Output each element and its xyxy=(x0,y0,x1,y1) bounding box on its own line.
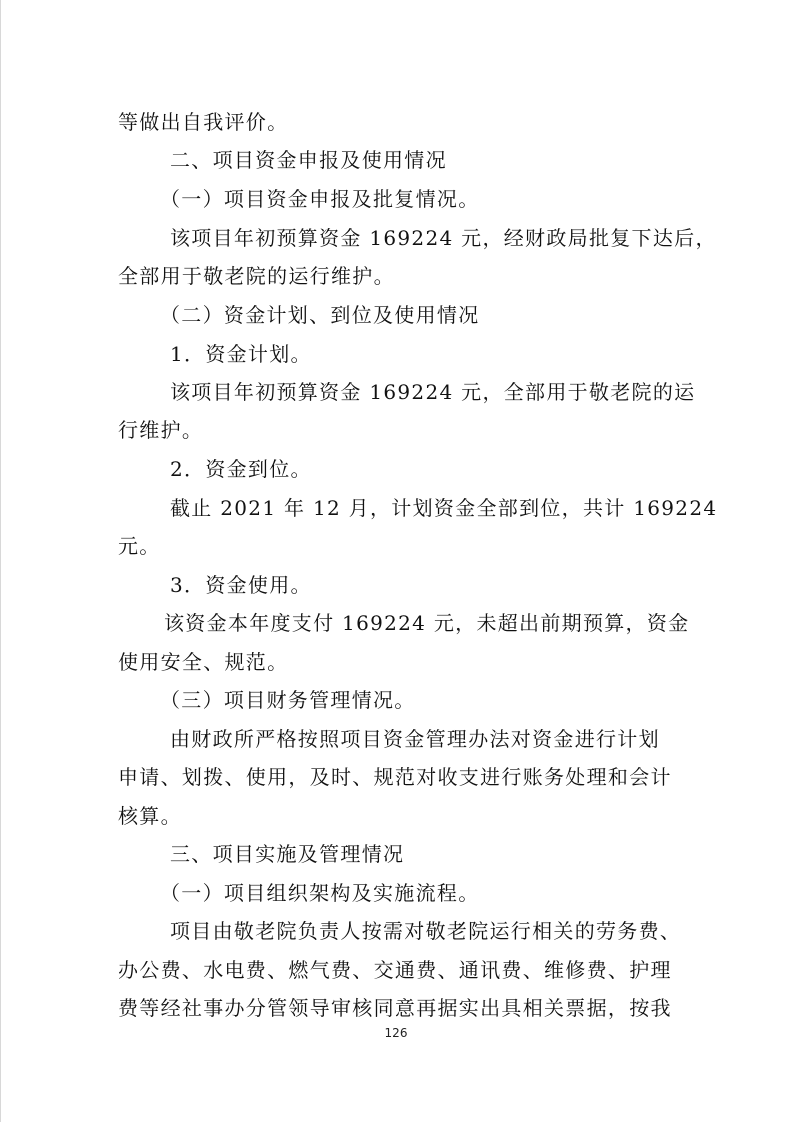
text-line: 办公费、水电费、燃气费、交通费、通讯费、维修费、护理 xyxy=(118,958,672,982)
text-line: 该资金本年度支付 169224 元，未超出前期预算，资金 xyxy=(164,611,690,635)
text-line: 项目由敬老院负责人按需对敬老院运行相关的劳务费、 xyxy=(170,919,682,943)
section-heading: 二、项目资金申报及使用情况 xyxy=(170,148,447,172)
item-heading: 3．资金使用。 xyxy=(170,573,312,597)
text-line: 截止 2021 年 12 月，计划资金全部到位，共计 169224 xyxy=(170,496,718,520)
section-heading: 三、项目实施及管理情况 xyxy=(170,842,405,866)
text-line: 使用安全、规范。 xyxy=(118,650,289,674)
text-line: 由财政所严格按照项目资金管理办法对资金进行计划 xyxy=(170,727,660,751)
subsection-heading: （三）项目财务管理情况。 xyxy=(160,688,416,712)
subsection-heading: （一）项目组织架构及实施流程。 xyxy=(160,881,480,905)
text-line: 申请、划拨、使用，及时、规范对收支进行账务处理和会计 xyxy=(118,765,672,789)
item-heading: 1．资金计划。 xyxy=(170,342,312,366)
page-number: 126 xyxy=(384,1026,408,1040)
text-line: 元。 xyxy=(118,534,161,558)
text-line: 等做出自我评价。 xyxy=(118,110,289,134)
subsection-heading: （二）资金计划、到位及使用情况 xyxy=(160,303,480,327)
text-line: 行维护。 xyxy=(118,418,204,442)
item-heading: 2．资金到位。 xyxy=(170,457,312,481)
text-line: 核算。 xyxy=(118,804,182,828)
text-line: 该项目年初预算资金 169224 元，经财政局批复下达后， xyxy=(170,226,717,250)
text-line: 该项目年初预算资金 169224 元，全部用于敬老院的运 xyxy=(170,380,696,404)
subsection-heading: （一）项目资金申报及批复情况。 xyxy=(160,187,480,211)
text-line: 全部用于敬老院的运行维护。 xyxy=(118,264,395,288)
text-line: 费等经社事办分管领导审核同意再据实出具相关票据，按我 xyxy=(118,996,672,1020)
